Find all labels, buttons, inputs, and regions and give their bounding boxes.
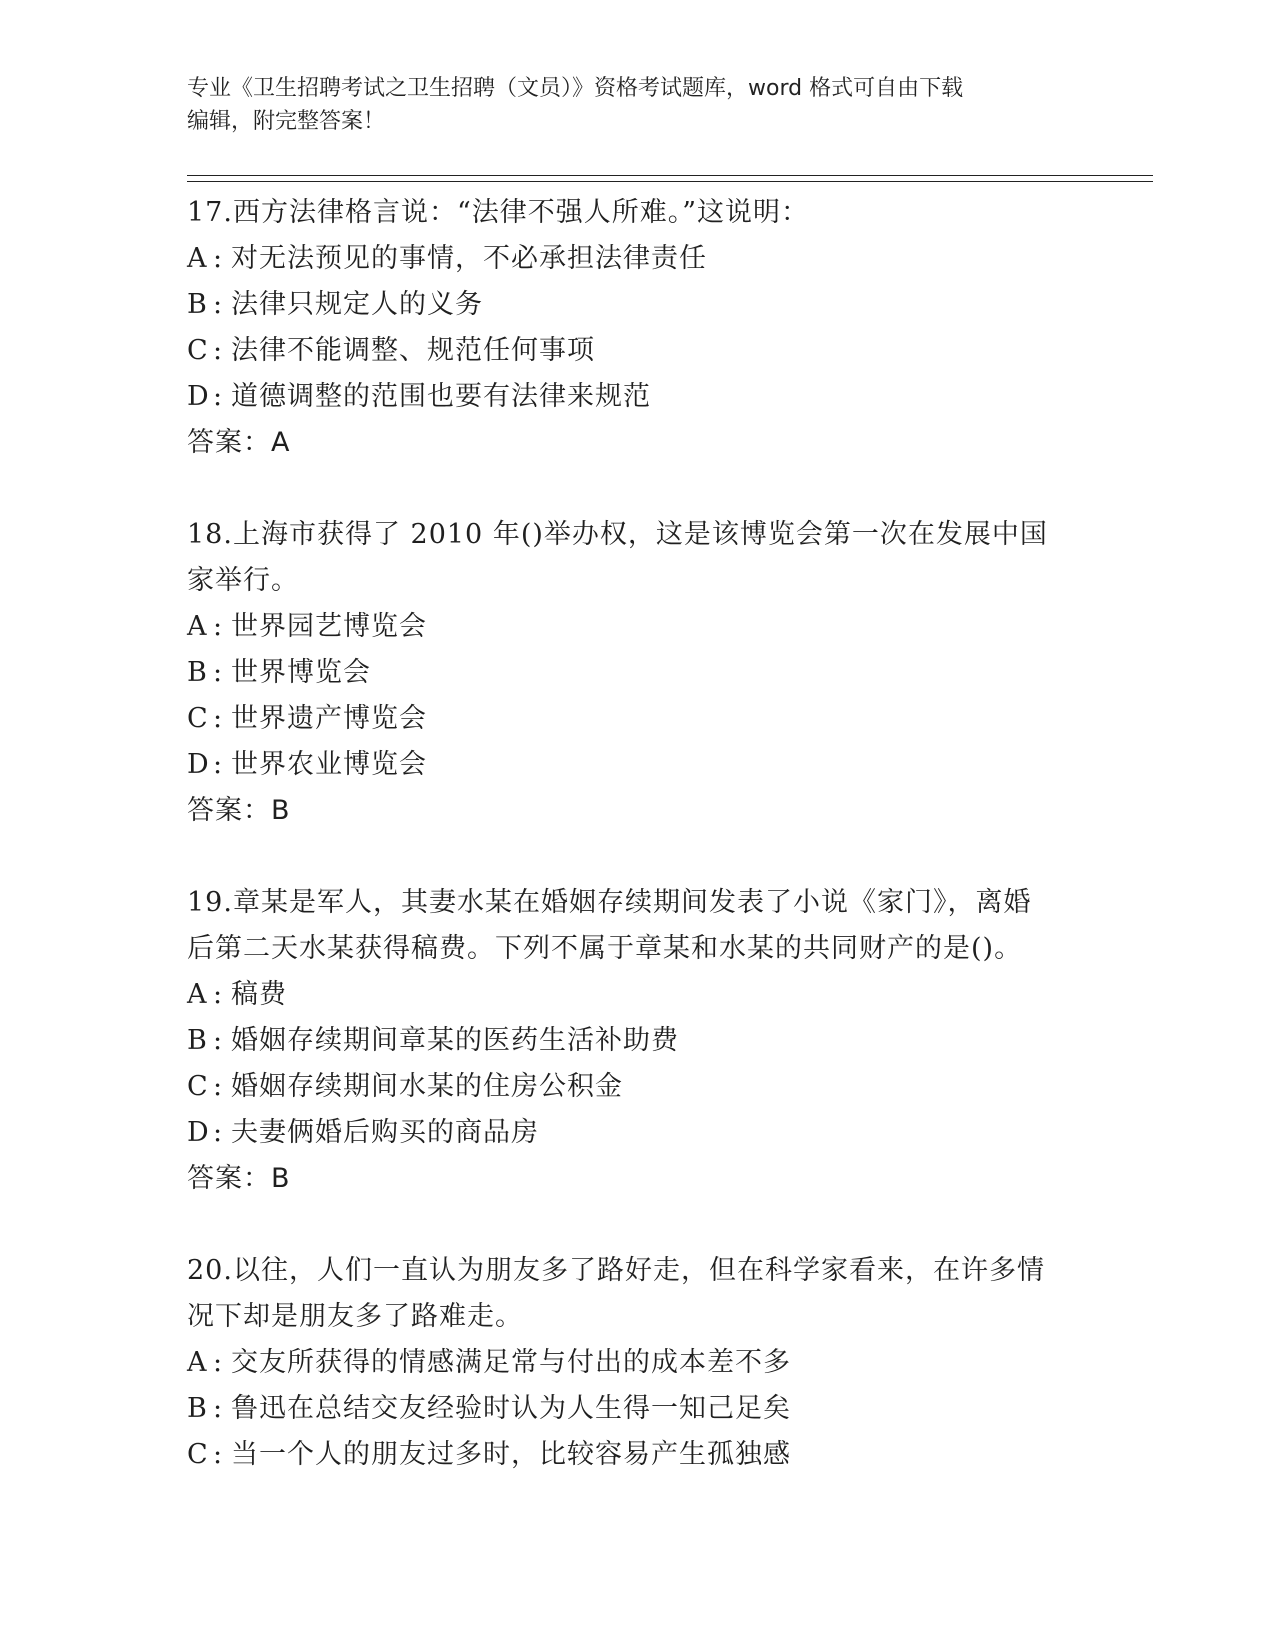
header-line-2: 编辑，附完整答案！ xyxy=(187,109,386,134)
option-key: B xyxy=(187,657,208,688)
answer-label: 答案：B xyxy=(187,795,291,826)
option-key: B xyxy=(187,1393,208,1424)
question-list xyxy=(187,190,1087,1478)
option-b: B : 婚姻存续期间章某的医药生活补助费 xyxy=(187,1018,1087,1064)
question-title-line: 家举行。 xyxy=(187,565,299,596)
option-text: 婚姻存续期间章某的医药生活补助费 xyxy=(231,1025,679,1056)
option-key: A xyxy=(187,611,208,642)
option-key: D xyxy=(187,381,210,412)
question-title-line: 17.西方法律格言说：“法律不强人所难。”这说明： xyxy=(187,197,810,228)
option-text: 道德调整的范围也要有法律来规范 xyxy=(231,381,651,412)
header-divider-bottom xyxy=(187,181,1153,182)
option-key: A xyxy=(187,243,208,274)
option-key: C xyxy=(187,335,209,366)
question-title-line: 18.上海市获得了 2010 年()举办权，这是该博览会第一次在发展中国 xyxy=(187,519,1048,550)
option-b: B : 法律只规定人的义务 xyxy=(187,282,1087,328)
option-key: C xyxy=(187,703,209,734)
question-title-line: 况下却是朋友多了路难走。 xyxy=(187,1301,523,1332)
option-a: A : 交友所获得的情感满足常与付出的成本差不多 xyxy=(187,1340,1087,1386)
header-line-1: 专业《卫生招聘考试之卫生招聘（文员）》资格考试题库，word 格式可自由下载 xyxy=(187,76,964,101)
answer-label: 答案：A xyxy=(187,427,291,458)
option-text: 世界农业博览会 xyxy=(231,749,427,780)
option-key: C xyxy=(187,1071,209,1102)
option-text: 稿费 xyxy=(231,979,287,1010)
option-d: D : 夫妻俩婚后购买的商品房 xyxy=(187,1110,1087,1156)
option-c: C : 世界遗产博览会 xyxy=(187,696,1087,742)
option-b: B : 鲁迅在总结交友经验时认为人生得一知己足矣 xyxy=(187,1386,1087,1432)
option-d: D : 道德调整的范围也要有法律来规范 xyxy=(187,374,1087,420)
option-d: D : 世界农业博览会 xyxy=(187,742,1087,788)
question-18 xyxy=(187,512,1087,834)
question-19 xyxy=(187,880,1087,1202)
option-text: 对无法预见的事情，不必承担法律责任 xyxy=(231,243,707,274)
option-a: A : 世界园艺博览会 xyxy=(187,604,1087,650)
option-b: B : 世界博览会 xyxy=(187,650,1087,696)
option-text: 鲁迅在总结交友经验时认为人生得一知己足矣 xyxy=(231,1393,791,1424)
option-key: A xyxy=(187,1347,208,1378)
document-header xyxy=(187,72,1087,138)
answer-label: 答案：B xyxy=(187,1163,291,1194)
option-key: A xyxy=(187,979,208,1010)
option-text: 当一个人的朋友过多时，比较容易产生孤独感 xyxy=(231,1439,791,1470)
option-key: C xyxy=(187,1439,209,1470)
option-a: A : 稿费 xyxy=(187,972,1087,1018)
option-text: 婚姻存续期间水某的住房公积金 xyxy=(231,1071,623,1102)
option-text: 交友所获得的情感满足常与付出的成本差不多 xyxy=(231,1347,791,1378)
option-c: C : 当一个人的朋友过多时，比较容易产生孤独感 xyxy=(187,1432,1087,1478)
question-20 xyxy=(187,1248,1087,1478)
option-a: A : 对无法预见的事情，不必承担法律责任 xyxy=(187,236,1087,282)
question-title-line: 20.以往，人们一直认为朋友多了路好走，但在科学家看来，在许多情 xyxy=(187,1255,1045,1286)
option-c: C : 婚姻存续期间水某的住房公积金 xyxy=(187,1064,1087,1110)
option-key: D xyxy=(187,1117,210,1148)
header-divider-top xyxy=(187,175,1153,176)
question-title-line: 后第二天水某获得稿费。下列不属于章某和水某的共同财产的是()。 xyxy=(187,933,1023,964)
option-c: C : 法律不能调整、规范任何事项 xyxy=(187,328,1087,374)
option-text: 夫妻俩婚后购买的商品房 xyxy=(231,1117,539,1148)
option-key: B xyxy=(187,1025,208,1056)
option-key: B xyxy=(187,289,208,320)
option-text: 世界遗产博览会 xyxy=(231,703,427,734)
option-text: 法律不能调整、规范任何事项 xyxy=(231,335,595,366)
question-title-line: 19.章某是军人，其妻水某在婚姻存续期间发表了小说《家门》，离婚 xyxy=(187,887,1032,918)
option-text: 世界园艺博览会 xyxy=(231,611,427,642)
option-text: 世界博览会 xyxy=(231,657,371,688)
option-key: D xyxy=(187,749,210,780)
question-17 xyxy=(187,190,1087,466)
option-text: 法律只规定人的义务 xyxy=(231,289,483,320)
